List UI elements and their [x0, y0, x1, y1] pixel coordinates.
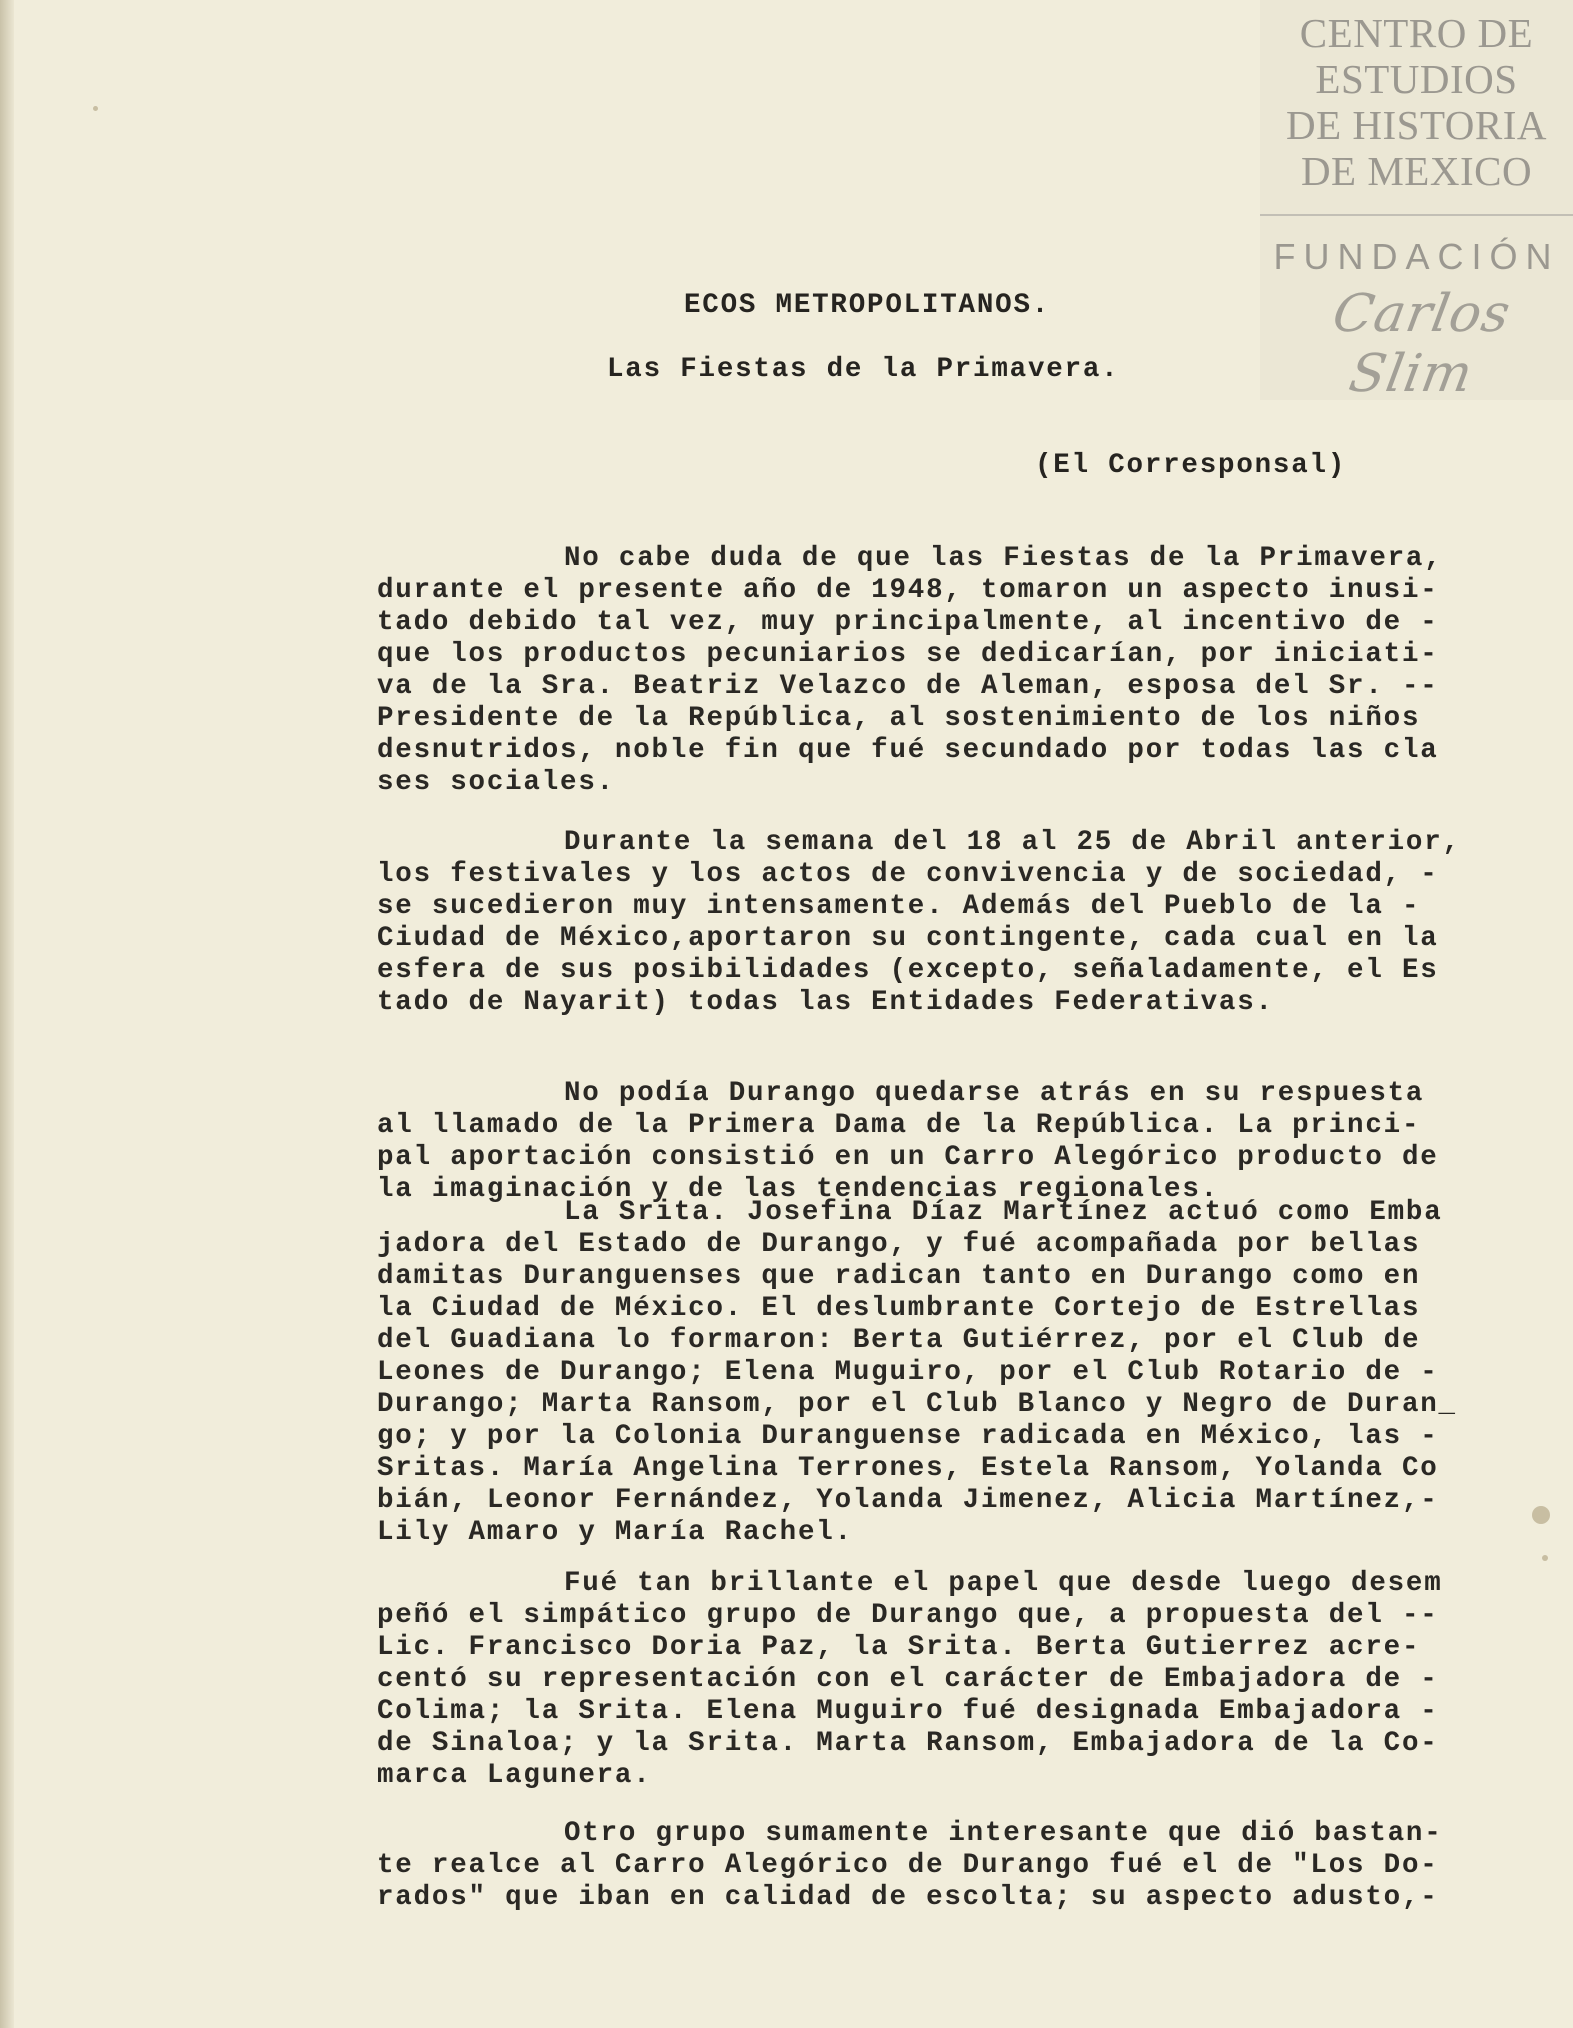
watermark-signature: Carlos Slim	[1328, 284, 1516, 404]
text-line: la Ciudad de México. El deslumbrante Cortejo de Estrellas	[377, 1293, 1421, 1324]
paper-speck	[1542, 1555, 1548, 1561]
text-line: jadora del Estado de Durango, y fué acompañada por bellas	[377, 1229, 1421, 1260]
document-title: ECOS METROPOLITANOS.	[684, 290, 1051, 321]
text-line: bián, Leonor Fernández, Yolanda Jimenez, Alicia Martínez,-	[377, 1485, 1439, 1516]
watermark-institution	[1260, 0, 1573, 194]
text-line: ses sociales.	[377, 767, 615, 798]
text-line: te realce al Carro Alegórico de Durango fué el de "Los Do-	[377, 1850, 1439, 1881]
text-line: tado debido tal vez, muy principalmente, al incentivo de -	[377, 607, 1439, 638]
text-line: pal aportación consistió en un Carro Alegórico producto de	[377, 1142, 1439, 1173]
text-line: Sritas. María Angelina Terrones, Estela Ransom, Yolanda Co	[377, 1453, 1439, 1484]
text-line: No podía Durango quedarse atrás en su respuesta	[564, 1078, 1425, 1109]
text-line: los festivales y los actos de convivencia y de sociedad, -	[377, 859, 1439, 890]
text-line: del Guadiana lo formaron: Berta Gutiérrez, por el Club de	[377, 1325, 1421, 1356]
text-line: go; y por la Colonia Duranguense radicada en México, las -	[377, 1421, 1439, 1452]
watermark-foundation: FUNDACIÓN	[1273, 236, 1560, 277]
text-line: de Sinaloa; y la Srita. Marta Ransom, Embajadora de la Co-	[377, 1728, 1439, 1759]
text-line: durante el presente año de 1948, tomaron un aspecto inusi-	[377, 575, 1439, 606]
text-line: Lily Amaro y María Rachel.	[377, 1517, 853, 1548]
page-edge-shadow	[0, 0, 14, 2028]
text-line: Otro grupo sumamente interesante que dió bastan-	[564, 1818, 1443, 1849]
text-line: No cabe duda de que las Fiestas de la Primavera,	[564, 543, 1443, 574]
text-line: al llamado de la Primera Dama de la República. La princi-	[377, 1110, 1421, 1141]
archive-watermark	[1260, 0, 1573, 404]
text-line: damitas Duranguenses que radican tanto en Durango como en	[377, 1261, 1421, 1292]
text-line: va de la Sra. Beatriz Velazco de Aleman, esposa del Sr. --	[377, 671, 1439, 702]
paragraph	[377, 543, 1447, 799]
watermark-divider	[1260, 214, 1573, 216]
watermark-line: DE MEXICO	[1300, 148, 1533, 194]
text-line: La Srita. Josefina Díaz Martínez actuó como Emba	[564, 1197, 1443, 1228]
text-line: Fué tan brillante el papel que desde luego desem	[564, 1568, 1443, 1599]
text-line: Durango; Marta Ransom, por el Club Blanco y Negro de Duran_	[377, 1389, 1457, 1420]
text-line: rados" que iban en calidad de escolta; su aspecto adusto,-	[377, 1882, 1439, 1913]
text-line: Lic. Francisco Doria Paz, la Srita. Berta Gutierrez acre-	[377, 1632, 1421, 1663]
paragraph	[377, 1568, 1447, 1792]
text-line: que los productos pecuniarios se dedicarían, por iniciati-	[377, 639, 1439, 670]
document-subtitle: Las Fiestas de la Primavera.	[607, 354, 1120, 385]
paragraph	[377, 827, 1461, 1019]
document-byline: (El Corresponsal)	[1035, 450, 1347, 481]
text-line: Presidente de la República, al sostenimiento de los niños	[377, 703, 1421, 734]
text-line: se sucedieron muy intensamente. Además del Pueblo de la -	[377, 891, 1421, 922]
paragraph	[377, 1078, 1447, 1206]
text-line: Colima; la Srita. Elena Muguiro fué designada Embajadora -	[377, 1696, 1439, 1727]
paragraph	[377, 1197, 1457, 1549]
text-line: marca Lagunera.	[377, 1760, 652, 1791]
watermark-line: ESTUDIOS	[1315, 56, 1518, 102]
paragraph	[377, 1818, 1447, 1914]
text-line: esfera de sus posibilidades (excepto, señaladamente, el Es	[377, 955, 1439, 986]
text-line: Ciudad de México,aportaron su contingente, cada cual en la	[377, 923, 1439, 954]
watermark-line: CENTRO DE	[1299, 10, 1534, 56]
text-line: tado de Nayarit) todas las Entidades Federativas.	[377, 987, 1274, 1018]
text-line: Leones de Durango; Elena Muguiro, por el Club Rotario de -	[377, 1357, 1439, 1388]
text-line: Durante la semana del 18 al 25 de Abril anterior,	[564, 827, 1461, 858]
watermark-line: DE HISTORIA	[1286, 102, 1547, 148]
text-line: desnutridos, noble fin que fué secundado por todas las cla	[377, 735, 1439, 766]
paper-stain	[1532, 1506, 1550, 1524]
paper-speck	[93, 106, 98, 111]
text-line: centó su representación con el carácter de Embajadora de -	[377, 1664, 1439, 1695]
text-line: peñó el simpático grupo de Durango que, a propuesta del --	[377, 1600, 1439, 1631]
text-line: la imaginación y de las tendencias regionales.	[377, 1174, 1219, 1205]
